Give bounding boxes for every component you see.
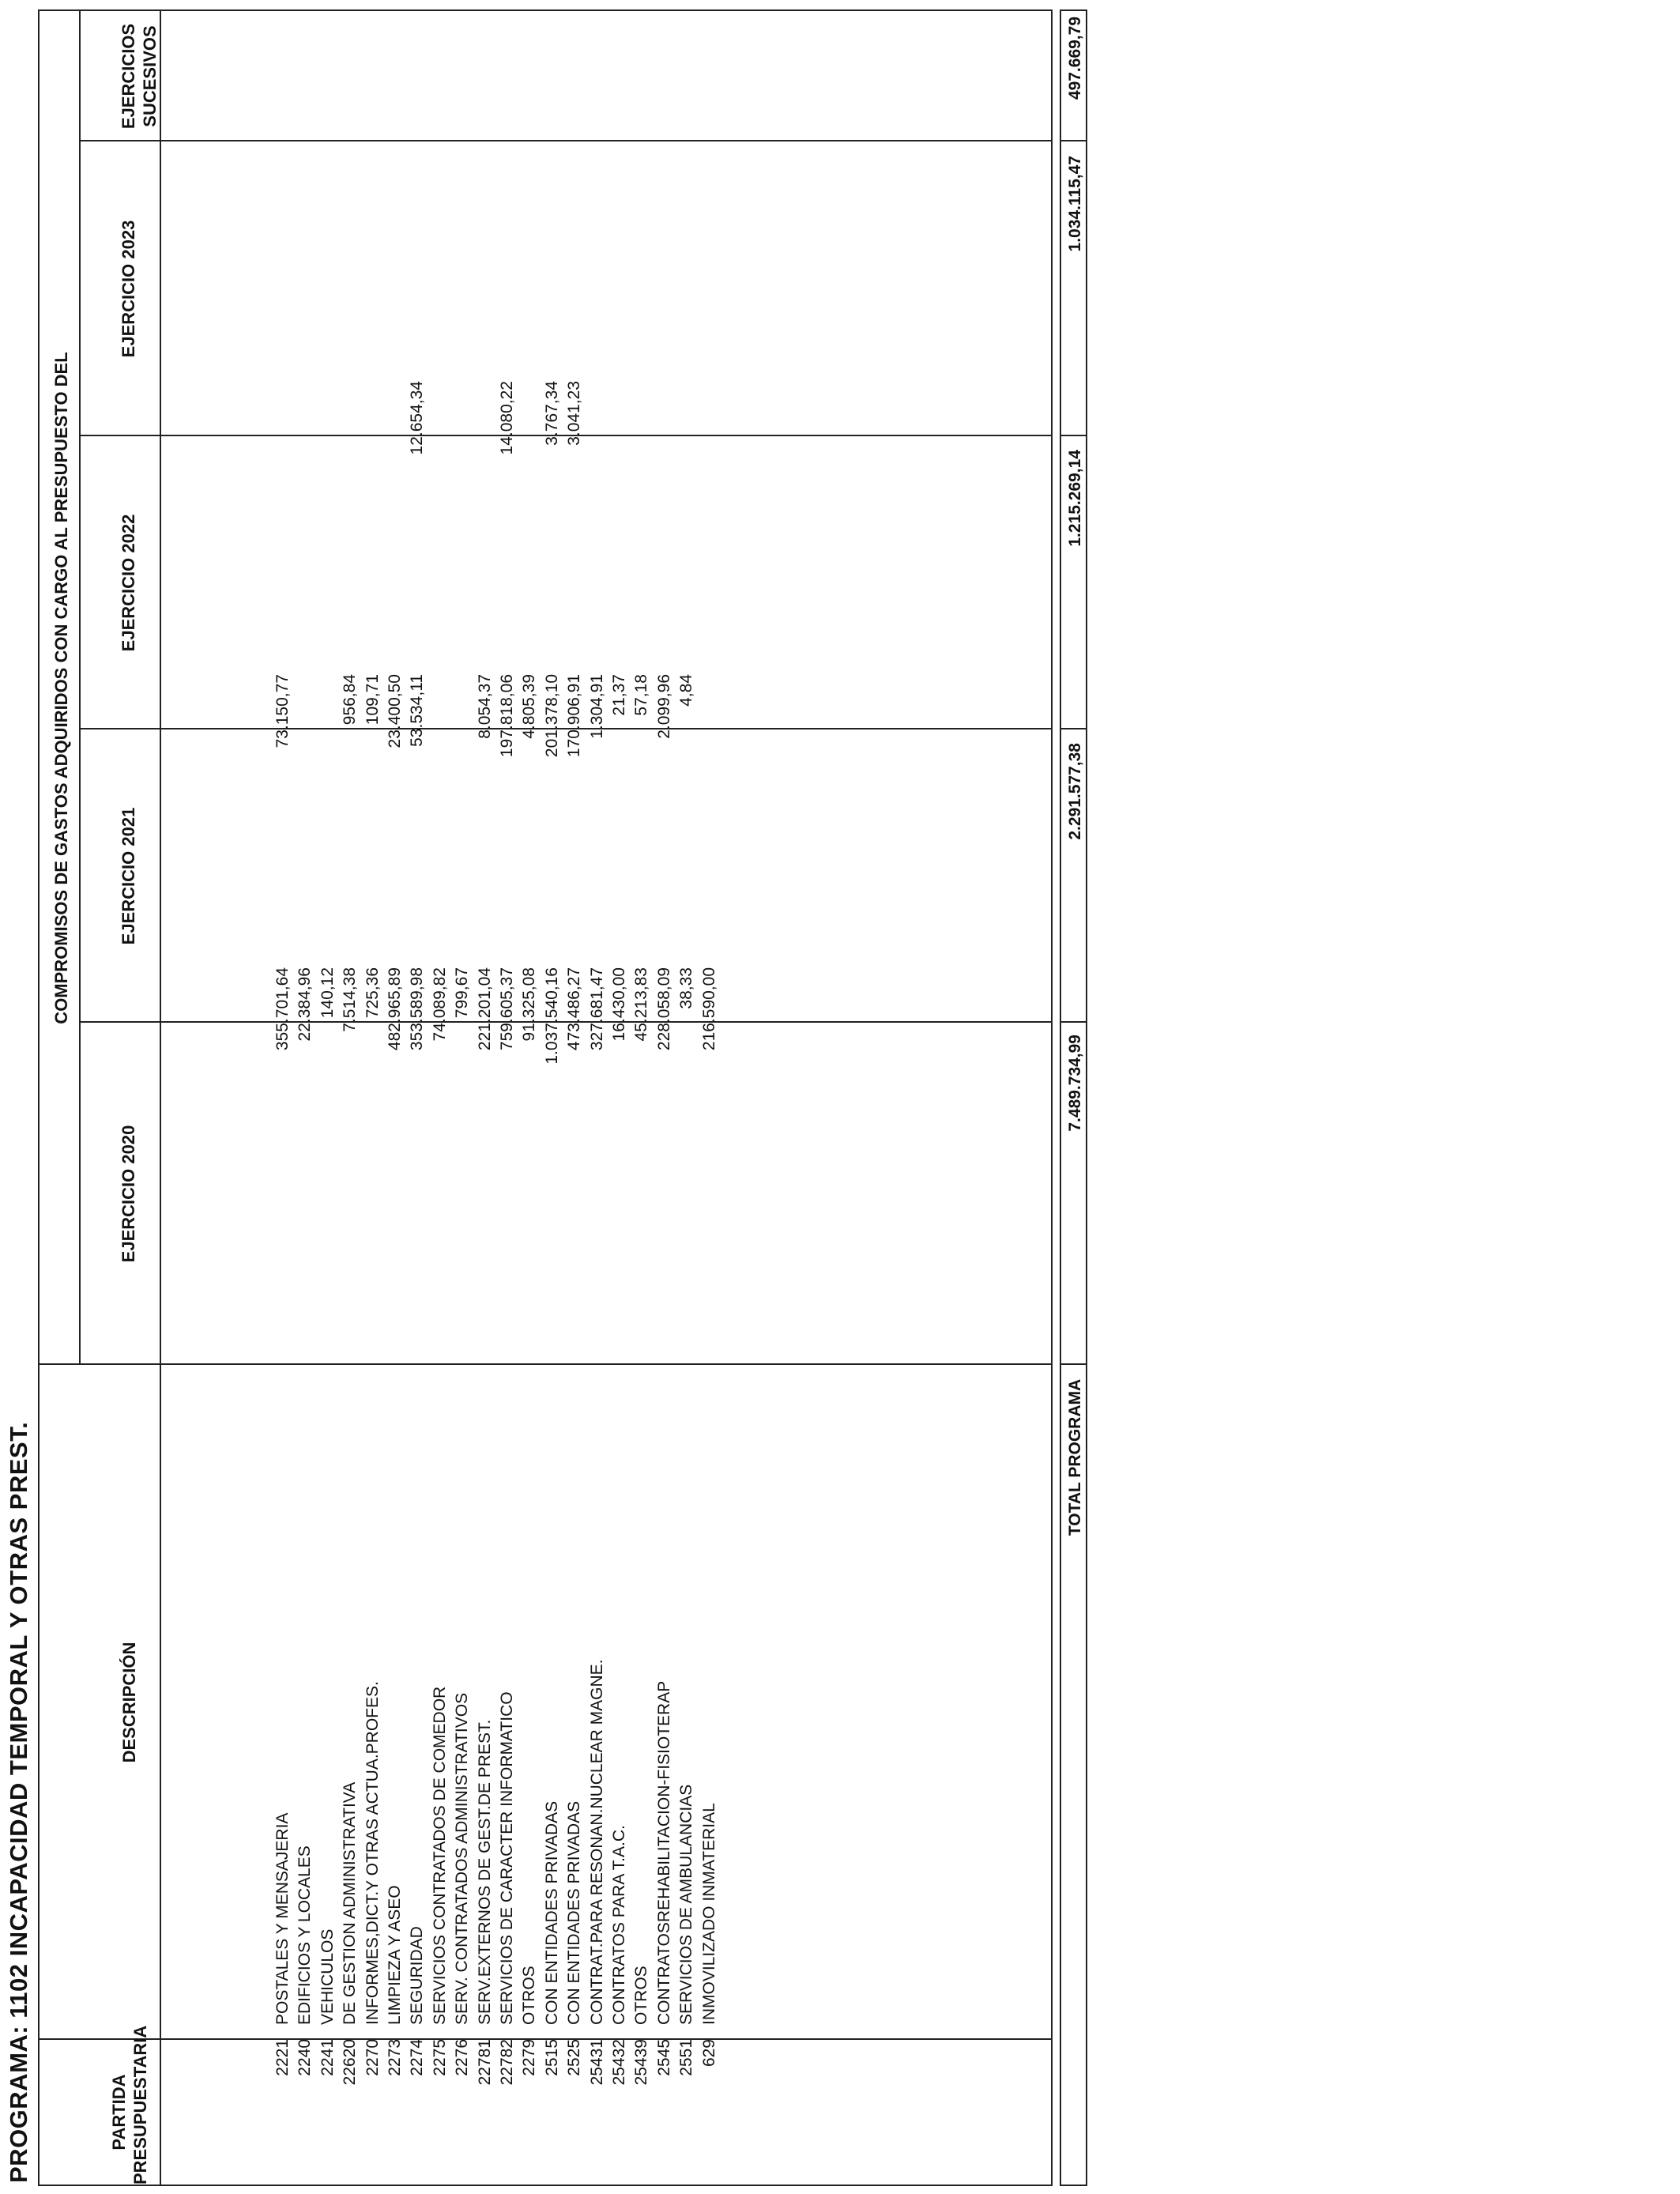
row-code: 2525: [565, 2039, 583, 2076]
row-description: OTROS: [632, 1966, 650, 2025]
row-code: 2221: [273, 2039, 292, 2076]
row-value-2020: 216.590,00: [700, 967, 718, 1051]
total-2021: 2.291.577,38: [1066, 743, 1084, 840]
row-description: VEHICULOS: [318, 1928, 337, 2025]
column-divider: [1061, 728, 1086, 729]
row-value-2020: 799,67: [453, 967, 471, 1019]
commitments-table: [38, 9, 1053, 2186]
row-value-2021: 53.534,11: [408, 674, 426, 747]
row-description: DE GESTION ADMINISTRATIVA: [341, 1781, 359, 2025]
row-value-2020: 759.605,37: [498, 967, 516, 1051]
row-value-2020: 140,12: [318, 967, 337, 1019]
row-description: OTROS: [520, 1966, 538, 2025]
header-divider: [160, 11, 161, 2185]
row-description: LIMPIEZA Y ASEO: [386, 1885, 404, 2025]
row-value-2020: 482.965,89: [386, 967, 404, 1051]
row-code: 25439: [632, 2039, 650, 2086]
row-description: CON ENTIDADES PRIVADAS: [543, 1800, 561, 2025]
row-value-2021: 23.400,50: [386, 674, 404, 748]
row-value-2020: 16.430,00: [610, 967, 628, 1042]
row-value-2021: 57,18: [632, 674, 650, 716]
row-description: SERV. CONTRATADOS ADMINISTRATIVOS: [453, 1692, 471, 2025]
row-value-2020: 22.384,96: [296, 967, 314, 1042]
row-code: 2270: [363, 2039, 382, 2076]
row-value-2020: 74.089,82: [431, 967, 449, 1042]
row-description: POSTALES Y MENSAJERIA: [273, 1812, 292, 2025]
row-value-2021: 956,84: [341, 674, 359, 726]
row-code: 2276: [453, 2039, 471, 2076]
program-title: PROGRAMA: 1102 INCAPACIDAD TEMPORAL Y OTRAS PREST.: [5, 1421, 32, 2183]
row-value-2021: 1.304,91: [588, 674, 606, 739]
row-code: 2551: [677, 2039, 695, 2076]
row-value-2021: 21,37: [610, 674, 628, 716]
row-value-2022: 3.767,34: [543, 381, 561, 446]
row-value-2021: 4,84: [677, 674, 695, 707]
row-value-2020: 473.486,27: [565, 967, 583, 1051]
row-value-2021: 2.099,96: [655, 674, 673, 739]
total-row: [1060, 9, 1087, 2186]
row-value-2020: 353.589,98: [408, 967, 426, 1051]
row-value-2022: 12.654,34: [408, 381, 426, 455]
row-value-2021: 8.054,37: [476, 674, 494, 739]
row-description: CONTRAT.PARA RESONAN.NUCLEAR MAGNE.: [588, 1659, 606, 2025]
total-2022: 1.215.269,14: [1066, 450, 1084, 547]
row-value-2021: 197.818,06: [498, 674, 516, 758]
row-code: 2274: [408, 2039, 426, 2076]
row-description: INFORMES,DICT.Y OTRAS ACTUA.PROFES.: [363, 1681, 382, 2025]
row-value-2021: 201.378,10: [543, 674, 561, 758]
row-description: SEGURIDAD: [408, 1926, 426, 2025]
row-value-2020: 45.213,83: [632, 967, 650, 1042]
column-divider: [79, 140, 1051, 141]
header-2020: EJERCICIO 2020: [119, 1125, 138, 1263]
row-description: EDIFICIOS Y LOCALES: [296, 1845, 314, 2025]
header-2022: EJERCICIO 2022: [119, 514, 138, 652]
row-code: 2515: [543, 2039, 561, 2076]
row-description: CONTRATOSREHABILITACION-FISIOTERAP: [655, 1680, 673, 2025]
total-2023: 1.034.115,47: [1066, 156, 1084, 252]
row-value-2022: 14.080,22: [498, 381, 516, 455]
total-label: TOTAL PROGRAMA: [1066, 1378, 1084, 1536]
row-code: 2273: [386, 2039, 404, 2076]
row-value-2020: 38,33: [677, 967, 695, 1009]
row-value-2020: 1.037.540,16: [543, 967, 561, 1065]
row-value-2020: 725,36: [363, 967, 382, 1019]
header-2021: EJERCICIO 2021: [119, 807, 138, 945]
header-2023: EJERCICIO 2023: [119, 220, 138, 358]
header-sucesivos: EJERCICIOS SUCESIVOS: [119, 23, 160, 130]
row-description: SERVICIOS CONTRATADOS DE COMEDOR: [431, 1686, 449, 2025]
row-code: 22620: [341, 2039, 359, 2086]
row-code: 22781: [476, 2039, 494, 2086]
row-value-2020: 355.701,64: [273, 967, 292, 1051]
row-value-2021: 170.906,91: [565, 674, 583, 758]
column-divider: [40, 1363, 1051, 1365]
row-value-2020: 7.514,38: [341, 967, 359, 1032]
row-code: 2275: [431, 2039, 449, 2076]
row-code: 2240: [296, 2039, 314, 2076]
row-value-2021: 4.805,39: [520, 674, 538, 739]
row-code: 629: [700, 2039, 718, 2068]
column-divider: [1061, 435, 1086, 436]
row-value-2020: 91.325,08: [520, 967, 538, 1042]
row-description: CONTRATOS PARA T.A.C.: [610, 1825, 628, 2025]
row-description: SERVICIOS DE CARACTER INFORMATICO: [498, 1691, 516, 2025]
row-value-2022: 3.041,23: [565, 381, 583, 446]
descripcion-header: DESCRIPCIÓN: [119, 1642, 139, 1763]
row-code: 22782: [498, 2039, 516, 2086]
row-code: 2279: [520, 2039, 538, 2076]
row-description: INMOVILIZADO INMATERIAL: [700, 1803, 718, 2025]
row-code: 25431: [588, 2039, 606, 2086]
row-description: SERV.EXTERNOS DE GEST.DE PREST.: [476, 1719, 494, 2025]
partida-header: PARTIDA PRESUPUESTARIA: [109, 2025, 150, 2185]
row-value-2021: 109,71: [363, 674, 382, 726]
row-code: 2545: [655, 2039, 673, 2076]
row-value-2020: 228.058,09: [655, 967, 673, 1051]
row-description: SERVICIOS DE AMBULANCIAS: [677, 1784, 695, 2025]
row-description: CON ENTIDADES PRIVADAS: [565, 1800, 583, 2025]
total-2020: 7.489.734,99: [1066, 1035, 1084, 1132]
group-header: COMPROMISOS DE GASTOS ADQUIRIDOS CON CARGO AL PRESUPUESTO DEL: [51, 352, 71, 1024]
group-header-divider: [79, 11, 81, 1365]
row-value-2021: 73.150,77: [273, 674, 292, 748]
row-value-2020: 327.681,47: [588, 967, 606, 1051]
total-sucesivos: 497.669,79: [1066, 17, 1084, 100]
row-code: 25432: [610, 2039, 628, 2086]
row-code: 2241: [318, 2039, 337, 2076]
row-value-2020: 221.201,04: [476, 967, 494, 1051]
